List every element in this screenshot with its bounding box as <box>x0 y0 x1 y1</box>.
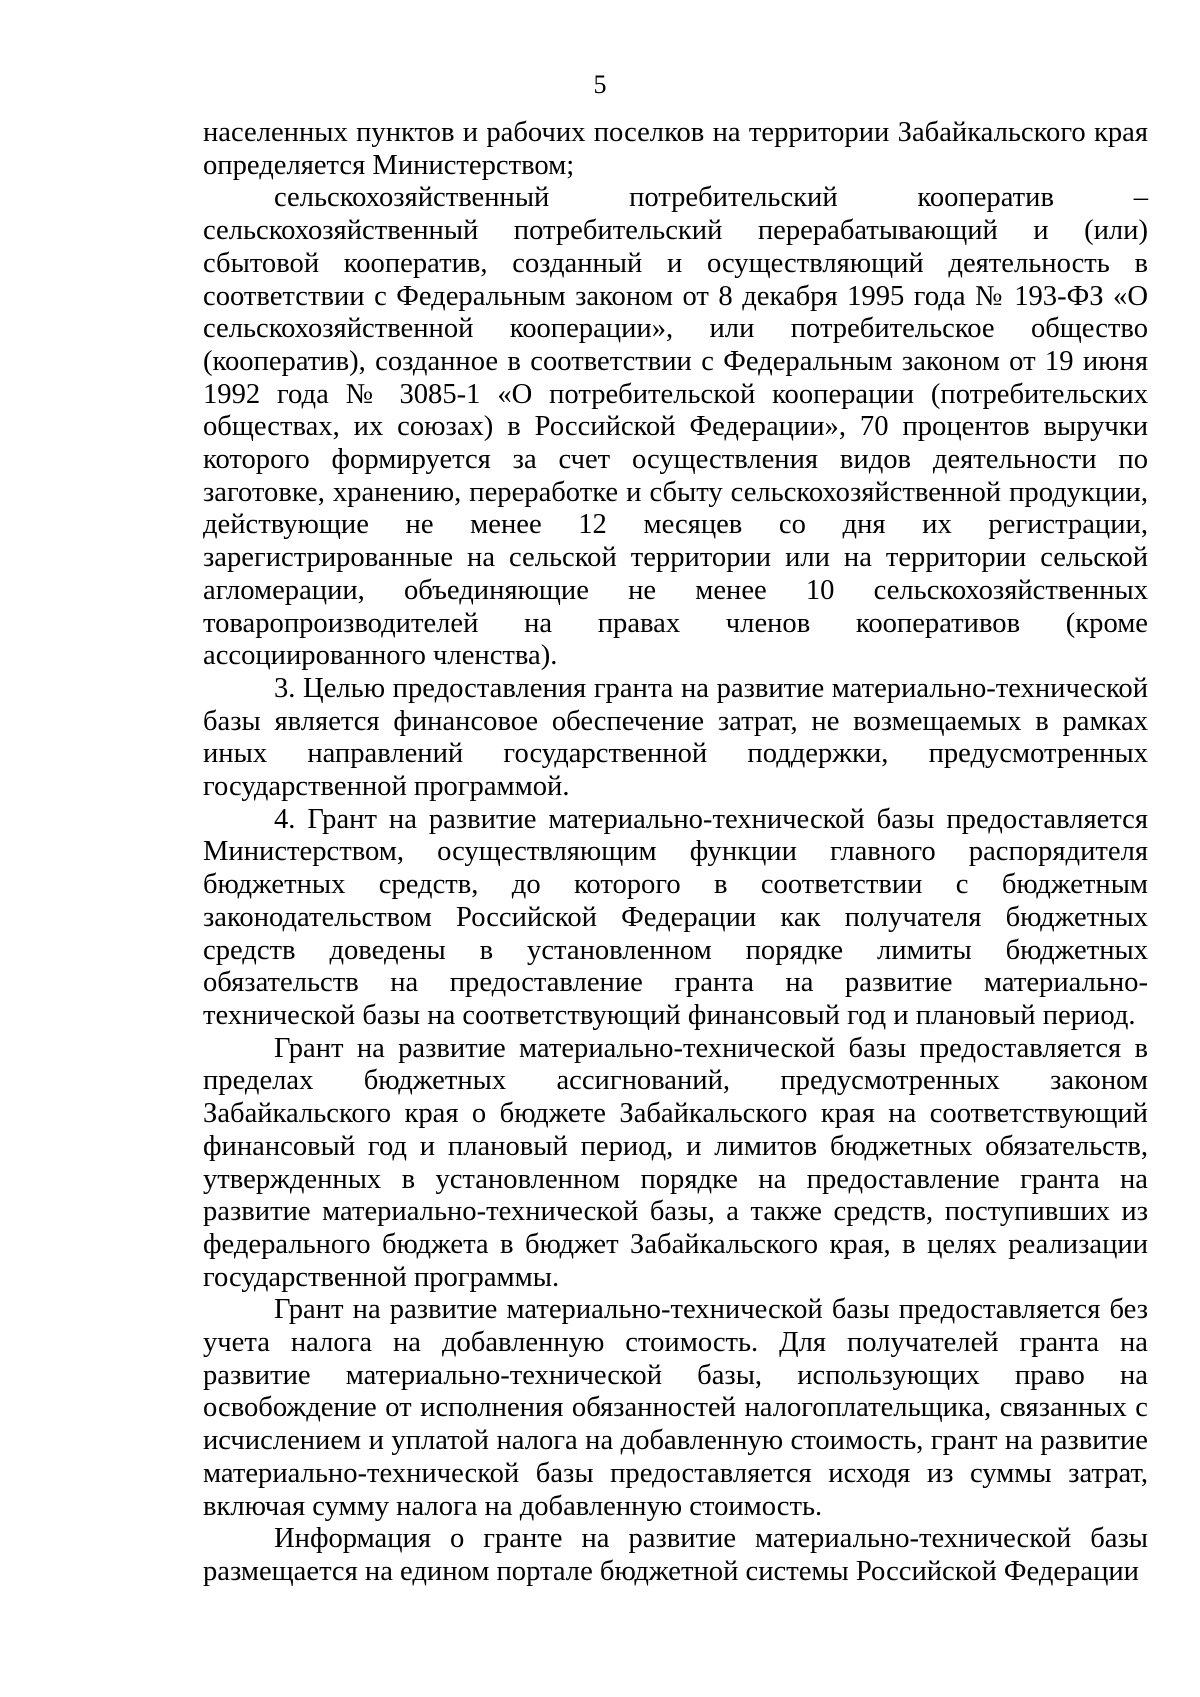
paragraph-continuation: населенных пунктов и рабочих поселков на территории Забайкальского края определяется Министерством; <box>203 117 1148 181</box>
paragraph-vat: Грант на развитие материально-технической базы предоставляется без учета налога на добавленную стоимость. Для получателей гранта на развитие материально-технической базы, использующих право на освобождение от исполнения обязанностей налогоплательщика, связанных с исчислением и уплатой налога на добавленную стоимость, грант на развитие материально-технической базы предоставляется исходя из суммы затрат, включая сумму налога на добавленную стоимость. <box>203 1294 1148 1522</box>
paragraph-item-4: 4. Грант на развитие материально-технической базы предоставляется Министерством, осуществляющим функции главного распорядителя бюджетных средств, до которого в соответствии с бюджетным законодательством Российской Федерации как получателя бюджетных средств доведены в установленном порядке лимиты бюджетных обязательств на предоставление гранта на развитие материально-технической базы на соответствующий финансовый год и плановый период. <box>203 803 1148 1031</box>
document-body <box>203 117 1148 1589</box>
paragraph-budget-limits: Грант на развитие материально-технической базы предоставляется в пределах бюджетных ассигнований, предусмотренных законом Забайкальского края о бюджете Забайкальского края на соответствующий финансовый год и плановый период, и лимитов бюджетных обязательств, утвержденных в установленном порядке на предоставление гранта на развитие материально-технической базы, а также средств, поступивших из федерального бюджета в бюджет Забайкальского края, в целях реализации государственной программы. <box>203 1032 1148 1293</box>
paragraph-cooperative-definition: сельскохозяйственный потребительский кооператив – сельскохозяйственный потребительский перерабатывающий и (или) сбытовой кооператив, созданный и осуществляющий деятельность в соответствии с Федеральным законом от 8 декабря 1995 года № 193-ФЗ «О сельскохозяйственной кооперации», или потребительское общество (кооператив), созданное в соответствии с Федеральным законом от 19 июня 1992 года № 3085-1 «О потребительской кооперации (потребительских обществах, их союзах) в Российской Федерации», 70 процентов выручки которого формируется за счет осуществления видов деятельности по заготовке, хранению, переработке и сбыту сельскохозяйственной продукции, действующие не менее 12 месяцев со дня их регистрации, зарегистрированные на сельской территории или на территории сельской агломерации, объединяющие не менее 10 сельскохозяйственных товаропроизводителей на правах членов кооперативов (кроме ассоциированного членства). <box>203 182 1148 672</box>
paragraph-item-3: 3. Целью предоставления гранта на развитие материально-технической базы является финансовое обеспечение затрат, не возмещаемых в рамках иных направлений государственной поддержки, предусмотренных государственной программой. <box>203 672 1148 803</box>
page-number: 5 <box>593 70 607 99</box>
paragraph-information: Информация о гранте на развитие материально-технической базы размещается на едином портале бюджетной системы Российской Федерации <box>203 1523 1148 1587</box>
